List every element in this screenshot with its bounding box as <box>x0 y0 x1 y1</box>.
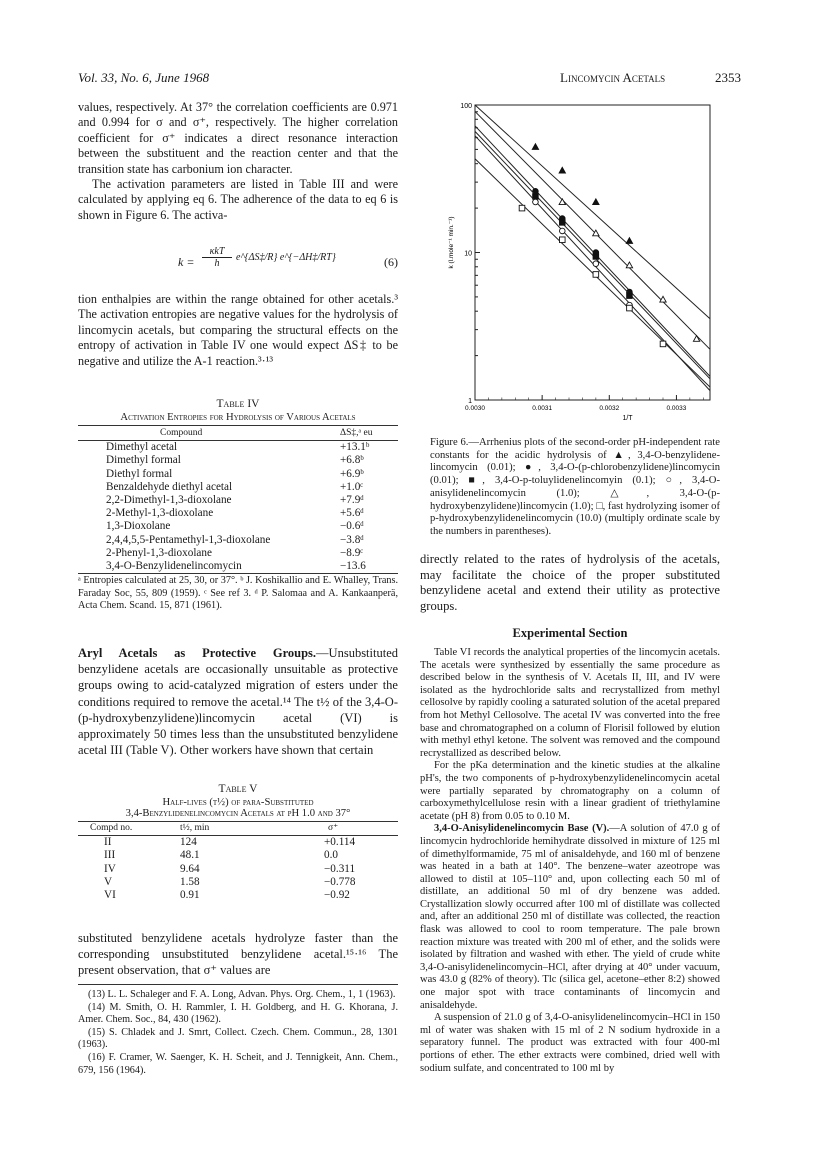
section-heading: Experimental Section <box>512 626 628 640</box>
series-line <box>475 105 710 319</box>
data-point-triangle <box>593 199 599 205</box>
compound-cell: Diethyl formal <box>106 467 173 480</box>
table-row <box>78 520 398 533</box>
data-point-square <box>627 305 633 311</box>
y-tick-label: 10 <box>464 250 472 258</box>
paragraph: The activation parameters are listed in Table III and were calculated by applying eq 6. The adherence of the data to eq 6 is shown in Figure 6. The activa- <box>78 177 398 222</box>
compound-cell: Dimethyl formal <box>106 454 181 467</box>
entropy-cell: −3.8ᵈ <box>340 533 364 546</box>
table-row <box>78 468 398 481</box>
table-row <box>78 507 398 520</box>
arrhenius-plot <box>430 100 720 430</box>
halflife-cell: 9.64 <box>180 862 200 875</box>
paragraph: —Unsubstituted benzylidene acetals are occasionally unsuitable as protective groups owing to acid-catalyzed migration of esters under the conditions required to remove the acetal.¹⁴ The t½ of the 3,4-O-(p-hydroxybenzylidene)lincomycin acetal (VI) is approximately 50 times less than the unsubstituted benzylidene acetal III (Table V). Other workers have shown that certain <box>78 646 398 758</box>
compound-cell: 2-Phenyl-1,3-dioxolane <box>106 546 212 559</box>
paragraph: directly related to the rates of hydrolysis of the acetals, may facilitate the choice of the proper substituted benzylidene acetal and extend their utility as protective groups. <box>420 552 720 613</box>
series-line <box>475 111 710 349</box>
section-heading: Aryl Acetals as Protective Groups. <box>78 646 317 660</box>
reference-item: (13) L. L. Schaleger and F. A. Long, Advan. Phys. Org. Chem., 1, 1 (1963). <box>88 989 396 1000</box>
subsection-heading: 3,4-O-Anisylidenelincomycin Base (V). <box>434 823 610 835</box>
compound-cell: III <box>104 849 116 862</box>
compound-cell: II <box>104 836 112 849</box>
entropy-cell: +7.9ᵈ <box>340 494 364 507</box>
paragraph: Table VI records the analytical properties of the lincomycin acetals. The acetals were synthesized by essentially the same procedure as described below in the synthesis of V. Acetals II, III, and IV were isolated as the hydrochloride salts and recrystallized from methyl cellosolve by rapidly cooling a saturated solution of the acetal prepared from hot Methyl Cellosolve. The acetal IV was converted into the free base and chromatographed on a column of Florisil followed by elution with methyl ethyl ketone. The solvent was removed and the compound recrystallized as described below. <box>420 647 720 759</box>
equation-lhs: k = <box>178 255 195 269</box>
column-header: t½, min <box>180 823 210 833</box>
entropy-cell: −0.6ᵈ <box>340 520 364 533</box>
data-point-square <box>593 254 599 260</box>
entropy-cell: +1.0ᶜ <box>340 480 364 493</box>
data-point-triangle <box>559 167 565 173</box>
compound-cell: VI <box>104 889 116 902</box>
entropy-cell: +5.6ᵈ <box>340 507 364 520</box>
x-tick-label: 0.0033 <box>666 405 687 412</box>
table-iv <box>78 398 398 613</box>
table-row <box>78 836 398 850</box>
experimental-section <box>420 626 720 1075</box>
left-column-top <box>78 100 398 223</box>
equation-number: (6) <box>384 255 398 269</box>
references <box>78 984 398 1077</box>
table-footnote: ᵃ Entropies calculated at 25, 30, or 37°. ᵇ J. Koshikallio and E. Whalley, Trans. Faraday Soc, 55, 809 (1959). ᶜ See ref 3. ᵈ P. Salomaa and A. Kankaanperä, Acta Chem. Scand. 15, 871 (1961). <box>78 575 398 612</box>
entropy-cell: +6.8ᵇ <box>340 454 364 467</box>
table-row <box>78 849 398 862</box>
table-row <box>78 441 398 455</box>
y-tick-label: 100 <box>460 103 472 110</box>
equation-rhs: e^{ΔS‡/R} e^{−ΔH‡/RT} <box>236 252 336 263</box>
table-label: Table V <box>218 783 258 795</box>
column-header: σ⁺ <box>328 823 339 833</box>
reference-item: (16) F. Cramer, W. Saenger, K. H. Scheit, and J. Tennigkeit, Ann. Chem., 679, 156 (1964). <box>78 1051 398 1076</box>
compound-cell: 3,4-O-Benzylidenelincomycin <box>106 560 242 573</box>
data-point-circle <box>593 261 599 267</box>
compound-cell: 2-Methyl-1,3-dioxolane <box>106 507 214 520</box>
column-header: Compd no. <box>90 823 133 833</box>
sigma-cell: +0.114 <box>324 836 356 849</box>
compound-cell: 2,2-Dimethyl-1,3-dioxolane <box>106 494 232 507</box>
equation-denominator: h <box>214 258 220 269</box>
compound-cell: V <box>104 875 113 888</box>
data-point-circle <box>559 228 565 234</box>
x-tick-label: 0.0030 <box>465 405 485 412</box>
table-title: 3,4-Benzylidenelincomycin Acetals at pH 1.0 and 37° <box>125 808 351 819</box>
series-line <box>475 126 710 377</box>
data-point-square <box>559 220 565 226</box>
data-point-circle <box>533 199 539 205</box>
table-row <box>78 494 398 507</box>
x-axis-label: 1/T <box>622 415 633 422</box>
table-row <box>78 889 398 902</box>
entropy-cell: +13.1ᵇ <box>340 441 370 454</box>
paragraph: —A solution of 47.0 g of lincomycin hydrochloride hemihydrate dissolved in mixture of 125 ml of dimethylformamide, 75 ml of anisaldehyde, and 160 ml of benzene was heated in a bath at 140°. The benzene–water azeotrope was allowed to distil at 105–110° and, upon collecting each 50 ml of distillate, an additional 50 ml of dry benzene was added. Crystallization slowly occurred after 100 ml of distillate was collected and, after an additional 250 ml of distillate was collected, the reaction flask was allowed to cool to room temperature. The pale brown reaction mixture was treated with 200 ml of ether, and the solids were isolated by filtration and washed with ether. The yield of crude white 3,4-O-anisylidenelincomycin–HCl, after drying at 40° under vacuum, was 43.0 g (82% of theory). Tlc (silica gel, acetone–ether 8:2) showed one major spot with trace contaminants of lincomycin and anisaldehyde. <box>420 823 720 1011</box>
entropy-cell: +6.9ᵇ <box>340 467 364 480</box>
column-header: ΔS‡,ᵃ eu <box>340 428 373 438</box>
table-title: Activation Entropies for Hydrolysis of Various Acetals <box>120 412 356 423</box>
data-point-square <box>559 237 565 243</box>
halflife-cell: 48.1 <box>180 849 200 862</box>
figure-caption: Figure 6.—Arrhenius plots of the second-order pH-independent rate constants for the acidic hydrolysis of ▲, 3,4-O-benzylidene-lincomycin (0.01); ●, 3,4-O-(p-chlorobenzylidene)lincomycin (0.01); ■, 3,4-O-p-toluylidenelincomyin (0.1); ○, 3,4-O-anisylidenelincomycin (1.0); △, 3,4-O-(p-hydroxybenzylidene)lincomycin (1.0); □, fast hydrolyzing isomer of p-hydroxybenzylidenelincomycin (10.0) (multiply ordinate scale by the numbers in parentheses). <box>430 437 721 537</box>
sigma-cell: 0.0 <box>324 849 338 862</box>
series-line <box>475 131 710 378</box>
compound-cell: 1,3-Dioxolane <box>106 520 171 533</box>
running-head-title <box>560 70 665 86</box>
paragraph: substituted benzylidene acetals hydrolyze faster than the corresponding unsubstituted benzylidene acetal.¹⁵·¹⁶ The present observation, that σ⁺ values are <box>78 931 398 977</box>
y-axis-label: k (l.mole⁻¹ min.⁻¹) <box>448 216 455 269</box>
x-tick-label: 0.0032 <box>599 405 620 412</box>
entropy-cell: −8.9ᶜ <box>340 546 364 559</box>
table-v-grid <box>78 821 398 902</box>
column-header: Compound <box>160 428 203 438</box>
table-row <box>78 481 398 494</box>
sigma-cell: −0.92 <box>324 889 350 902</box>
paragraph: For the pKa determination and the kinetic studies at the alkaline pH's, the two components of p-hydroxybenzylidenelincomycin acetal were partially separated by chromatography on a column of carboxymethylcellulose resin with a linear gradient of triethylamine acetate (pH 8) from 0.05 to 0.10 M. <box>420 760 720 822</box>
reference-item: (14) M. Smith, O. H. Rammler, I. H. Goldberg, and H. G. Khorana, J. Amer. Chem. Soc., 84, 430 (1962). <box>78 1001 398 1026</box>
entropy-cell: −13.6 <box>340 560 366 573</box>
table-iv-grid <box>78 425 398 573</box>
sigma-cell: −0.778 <box>324 875 356 888</box>
paragraph: tion enthalpies are within the range obtained for other acetals.³ The activation entropies are negative values for the hydrolysis of lincomycin acetals, but comparing the structural effects on the entropy of activation in Table IV one would expect ΔS‡ to be negative and utilize the A-1 reaction.³·¹³ <box>78 292 398 368</box>
plot-frame <box>475 105 710 400</box>
paragraph: A suspension of 21.0 g of 3,4-O-anisylidenelincomycin–HCl in 150 ml of water was shaken with 15 ml of 2 N sodium hydroxide in a separatory funnel. The product was extracted with four 400-ml portions of ether. The ether extracts were combined, dried well with sodium sulfate, and concentrated to 100 ml by <box>420 1012 720 1074</box>
aryl-acetals-section <box>78 645 398 758</box>
table-row <box>78 876 398 889</box>
page-number: 2353 <box>715 70 741 85</box>
data-point-triangle <box>532 144 538 150</box>
x-tick-label: 0.0031 <box>532 405 553 412</box>
reference-item: (15) S. Chladek and J. Smrt, Collect. Czech. Chem. Commun., 28, 1301 (1963). <box>78 1026 398 1051</box>
paragraph: values, respectively. At 37° the correlation coefficients are 0.971 and 0.994 for σ and σ⁺, respectively. The higher correlation coefficient for σ⁺ indicates a direct resonance interaction between the substituent and the reaction center and that the transition state has carbonium ion character. <box>78 100 398 176</box>
halflife-cell: 0.91 <box>180 889 200 902</box>
left-column-after-equation <box>78 292 398 369</box>
figure-6 <box>430 100 720 430</box>
table-v <box>78 783 398 902</box>
journal-article-title: Lincomycin Acetals <box>560 70 666 85</box>
data-point-square <box>660 341 666 347</box>
left-column-bottom <box>78 930 398 978</box>
compound-cell: Benzaldehyde diethyl acetal <box>106 480 233 493</box>
table-label: Table IV <box>216 398 260 410</box>
right-column <box>420 552 720 614</box>
equation-numerator: κkT <box>202 246 232 258</box>
sigma-cell: −0.311 <box>324 862 356 875</box>
compound-cell: IV <box>104 862 116 875</box>
compound-cell: 2,4,4,5,5-Pentamethyl-1,3-dioxolane <box>106 533 271 546</box>
compound-cell: Dimethyl acetal <box>106 441 178 454</box>
data-point-square <box>627 293 633 299</box>
data-point-square <box>533 194 539 200</box>
table-row <box>78 454 398 467</box>
data-point-square <box>593 272 599 278</box>
halflife-cell: 1.58 <box>180 875 200 888</box>
table-row <box>78 863 398 876</box>
y-tick-label: 1 <box>468 398 472 405</box>
table-title: Half-lives (t½) of para-Substituted <box>162 797 314 808</box>
halflife-cell: 124 <box>180 836 197 849</box>
table-row <box>78 534 398 547</box>
series-line <box>475 159 710 387</box>
equation-6 <box>178 248 398 276</box>
table-row <box>78 560 398 573</box>
data-point-square <box>519 205 525 211</box>
table-row <box>78 547 398 560</box>
running-head-left: Vol. 33, No. 6, June 1968 <box>78 70 210 85</box>
data-point-triangle <box>626 238 632 244</box>
